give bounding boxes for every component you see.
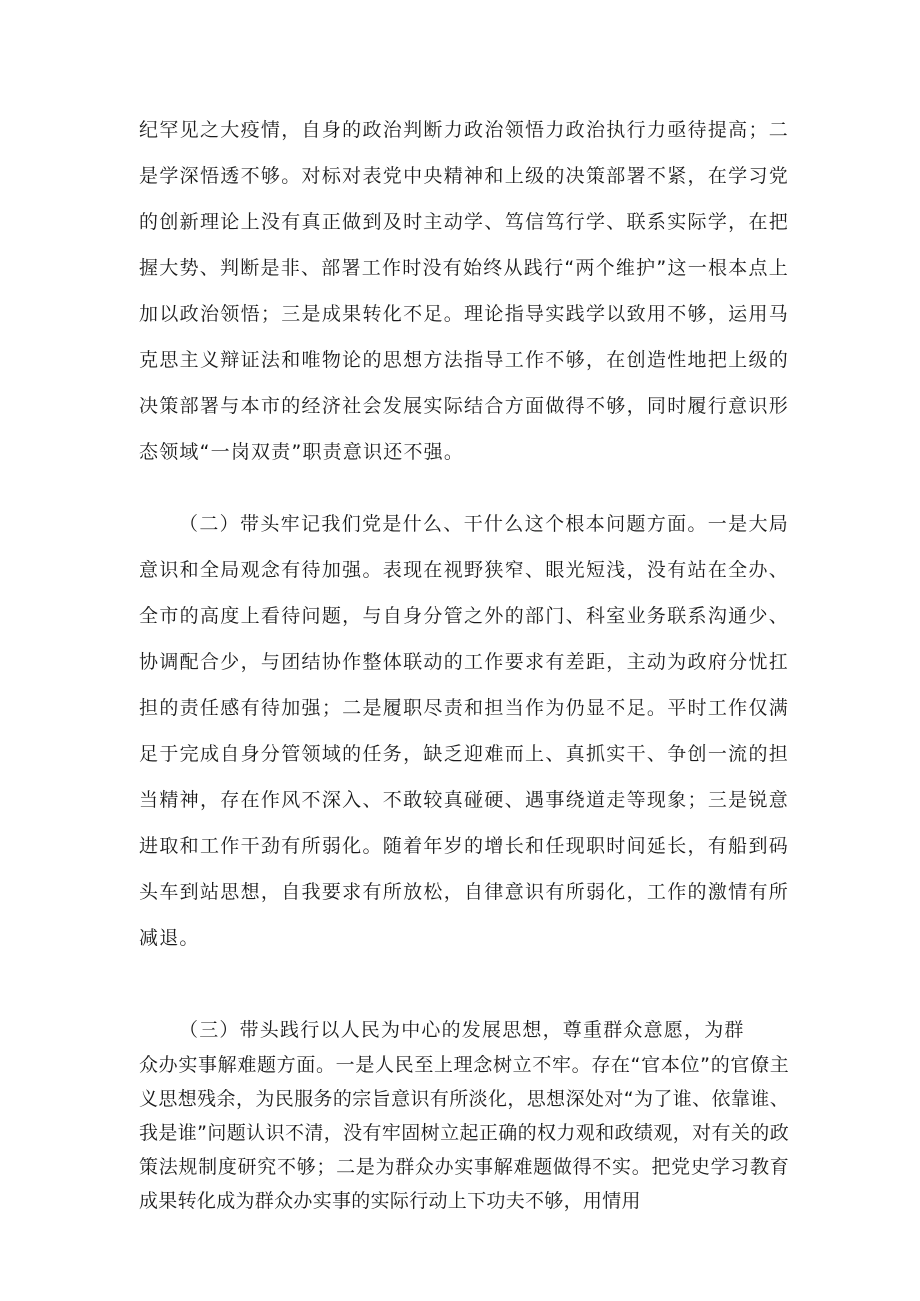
paragraph-section-two: （二）带头牢记我们党是什么、干什么这个根本问题方面。一是大局意识和全局观念有待加强。表现在视野狭窄、眼光短浅，没有站在全办、全市的高度上看待问题，与自身分管之外的部门、科室业务联系沟通少、协调配合少，与团结协作整体联动的工作要求有差距，主动为政府分忧扛担的责任感有待加强；二是履职尽责和担当作为仍显不足。平时工作仅满足于完成自身分管领域的任务，缺乏迎难而上、真抓实干、争创一流的担当精神，存在作风不深入、不敢较真碰硬、遇事绕道走等现象；三是锐意进取和工作干劲有所弱化。随着年岁的增长和任现职时间延长，有船到码头车到站思想，自我要求有所放松，自律意识有所弱化，工作的激情有所减退。 [139, 513, 789, 949]
paragraph-continuation: 纪罕见之大疫情，自身的政治判断力政治领悟力政治执行力亟待提高；二是学深悟透不够。对标对表党中央精神和上级的决策部署不紧，在学习党的创新理论上没有真正做到及时主动学、笃信笃行学、联系实际学，在把握大势、判断是非、部署工作时没有始终从践行“两个维护”这一根本点上加以政治领悟；三是成果转化不足。理论指导实践学以致用不够，运用马克思主义辩证法和唯物论的思想方法指导工作不够，在创造性地把上级的决策部署与本市的经济社会发展实际结合方面做得不够，同时履行意识形态领域“一岗双责”职责意识还不强。 [139, 119, 789, 463]
paragraph-section-three-heading: （三）带头践行以人民为中心的发展思想，尊重群众意愿，为群 [179, 1019, 745, 1041]
paragraph-section-three-body: 众办实事解难题方面。一是人民至上理念树立不牢。存在“官本位”的官僚主义思想残余，为民服务的宗旨意识有所淡化，思想深处对“为了谁、依靠谁、我是谁”问题认识不清，没有牢固树立起正确的权力观和政绩观，对有关的政策法规制度研究不够；二是为群众办实事解难题做得不实。把党史学习教育成果转化成为群众办实事的实际行动上下功夫不够，用情用 [139, 1054, 789, 1212]
